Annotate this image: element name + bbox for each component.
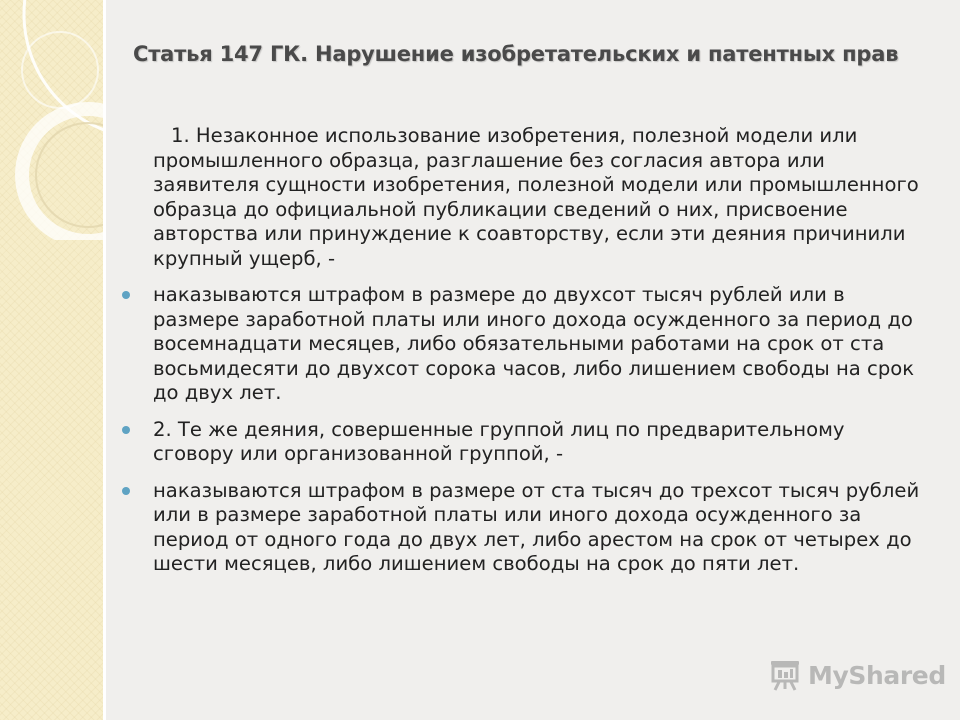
bullet-dot (122, 291, 130, 299)
watermark-text: MyShared (808, 660, 946, 690)
paragraph-4 (153, 479, 923, 577)
band-divider (103, 0, 106, 720)
bullet-dot (122, 426, 130, 434)
paragraph-text: 2. Те же деяния, совершенные группой лиц по предварительному сговору или организованной группой, - (153, 417, 845, 465)
paragraph-text: наказываются штрафом в размере до двухсот тысяч рублей или в размере заработной платы или иного дохода осужденного за период до восемнадцати месяцев, либо обязательными работами на срок от ста восьмидесяти до двухсот сорока часов, либо лишением свободы на срок до двух лет. (153, 283, 915, 404)
watermark (768, 657, 946, 693)
paragraph-3 (153, 418, 923, 467)
paragraph-text: наказываются штрафом в размере от ста тысяч до трехсот тысяч рублей или в размере заработной платы или иного дохода осужденного за период от одного года до двух лет, либо арестом на срок от четырех до шести месяцев, либо лишением свободы на срок до пяти лет. (153, 478, 920, 575)
slide-title: Статья 147 ГК. Нарушение изобретательских и патентных прав (133, 42, 899, 66)
paragraph-2 (153, 283, 923, 406)
paragraph-1 (153, 124, 923, 271)
paragraph-text: 1. Незаконное использование изобретения, полезной модели или промышленного образца, разглашение без согласия автора или заявителя сущности изобретения, полезной модели или промышленного образца до официальной публикации сведений о них, присвоение авторства или принуждение к соавторству, если эти деяния причинили крупный ущерб, - (153, 124, 919, 270)
slide-body (153, 124, 923, 589)
decorative-circles (0, 0, 106, 240)
presentation-board-icon (768, 658, 802, 692)
bullet-dot (122, 487, 130, 495)
decorative-side-band (0, 0, 106, 720)
